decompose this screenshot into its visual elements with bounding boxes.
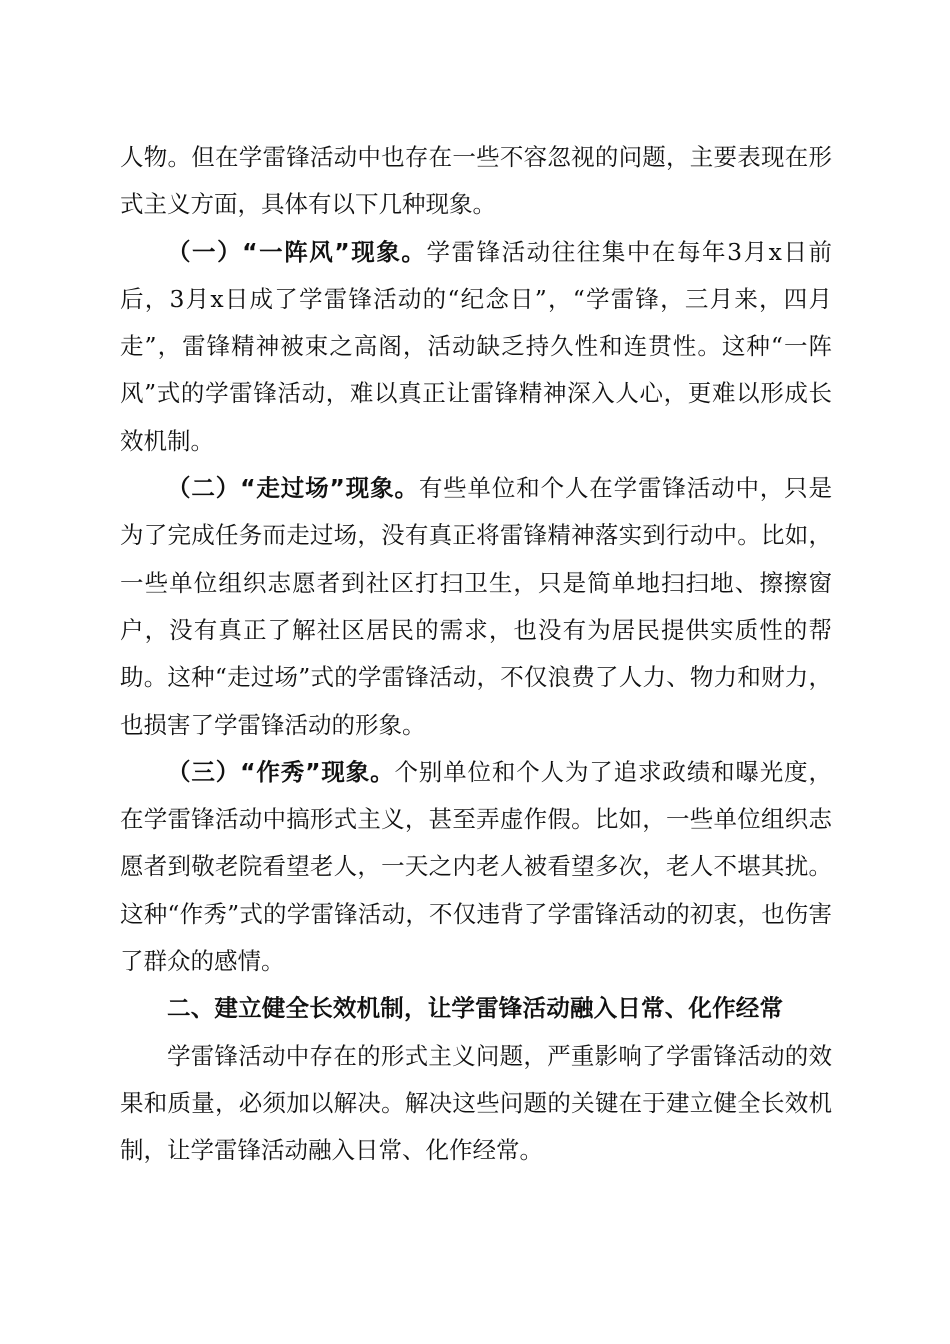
intro-paragraph: 人物。但在学雷锋活动中也存在一些不容忽视的问题，主要表现在形式主义方面，具体有以下几种现象。 [120, 143, 832, 219]
item-two-lead: （二）“走过场”现象。 [167, 474, 419, 503]
item-two-body: 有些单位和个人在学雷锋活动中，只是为了完成任务而走过场，没有真正将雷锋精神落实到行动中。比如，一些单位组织志愿者到社区打扫卫生，只是简单地扫扫地、擦擦窗户，没有真正了解社区居民的需求，也没有为居民提供实质性的帮助。这种“走过场”式的学雷锋活动，不仅浪费了人力、物力和财力，也损害了学雷锋活动的形象。 [120, 474, 833, 739]
section-heading: 二、建立健全长效机制，让学雷锋活动融入日常、化作经常 [167, 994, 784, 1023]
item-one-body: 学雷锋活动往往集中在每年3月x日前后，3月x日成了学雷锋活动的“纪念日”，“学雷锋，三月来，四月走”，雷锋精神被束之高阁，活动缺乏持久性和连贯性。这种“一阵风”式的学雷锋活动，难以真正让雷锋精神深入人心，更难以形成长效机制。 [120, 237, 832, 455]
item-one-paragraph [120, 229, 832, 465]
item-two-paragraph [120, 465, 832, 749]
section-body-paragraph: 学雷锋活动中存在的形式主义问题，严重影响了学雷锋活动的效果和质量，必须加以解决。解决这些问题的关键在于建立健全长效机制，让学雷锋活动融入日常、化作经常。 [120, 1041, 832, 1165]
item-three-body: 个别单位和个人为了追求政绩和曝光度，在学雷锋活动中搞形式主义，甚至弄虚作假。比如，一些单位组织志愿者到敬老院看望老人，一天之内老人被看望多次，老人不堪其扰。这种“作秀”式的学雷锋活动，不仅违背了学雷锋活动的初衷，也伤害了群众的感情。 [120, 757, 833, 976]
item-three-paragraph [120, 749, 832, 985]
document-page [120, 134, 832, 1175]
item-one-lead: （一）“一阵风”现象。 [167, 237, 427, 266]
item-three-lead: （三）“作秀”现象。 [167, 757, 395, 786]
